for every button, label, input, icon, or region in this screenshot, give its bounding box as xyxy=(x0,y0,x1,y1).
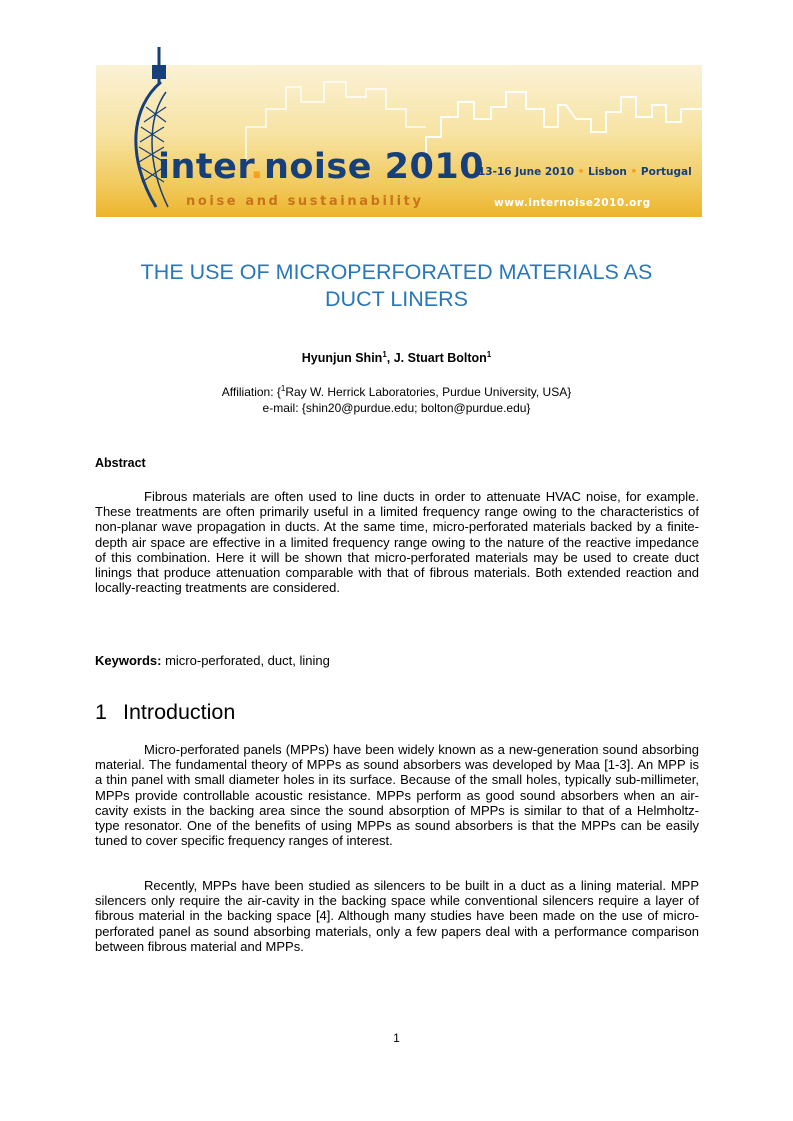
conference-url: www.internoise2010.org xyxy=(494,197,651,209)
conference-title xyxy=(158,147,484,187)
title-dot: . xyxy=(250,147,264,187)
section-number: 1 xyxy=(95,700,107,724)
affiliation-text: Ray W. Herrick Laboratories, Purdue University, USA} xyxy=(285,385,572,399)
email-line: e-mail: {shin20@purdue.edu; bolton@purdue.edu} xyxy=(262,401,531,415)
conference-country: Portugal xyxy=(640,166,692,178)
author-1: Hyunjun Shin xyxy=(301,351,383,365)
abstract-text: Fibrous materials are often used to line ducts in order to attenuate HVAC noise, for example. These treatments are often primarily useful in a limited frequency range owing to the characteristics of non-planar wave propagation in ducts. At the same time, micro-perforated materials backed by a finite-depth air space are effective in a limited frequency range owing to the nature of the reactive impedance of this combination. Here it will be shown that micro-perforated materials may be used to create duct linings that produce attenuation comparable with that of fibrous materials. Both extended reaction and locally-reacting treatments are considered. xyxy=(95,489,699,596)
intro-paragraph-2: Recently, MPPs have been studied as silencers to be built in a duct as a lining material. MPP silencers only require the air-cavity in the backing space while conventional silencers require a layer of fibrous material in the backing space [4]. Although many studies have been made on the use of micro-perforated panel as sound absorbing materials, only a few papers deal with a performance comparison between fibrous material and MPPs. xyxy=(95,878,699,954)
title-part-2: noise 2010 xyxy=(263,147,485,187)
author-1-affiliation-mark: 1 xyxy=(382,349,387,359)
paper-title xyxy=(60,259,733,313)
conference-date-location: 13-16 June 2010 • Lisbon • Portugal xyxy=(478,166,692,178)
tower-arc xyxy=(136,82,161,207)
author-2-affiliation-mark: 1 xyxy=(486,349,492,359)
section-heading-introduction xyxy=(95,700,235,725)
conference-date: 13-16 June 2010 xyxy=(478,166,575,178)
keywords-label: Keywords: xyxy=(95,653,162,668)
paper-title-line-2: DUCT LINERS xyxy=(325,287,468,311)
affiliation-block xyxy=(0,384,793,416)
conference-subtitle: noise and sustainability xyxy=(186,194,424,209)
author-separator: , xyxy=(386,351,394,365)
intro-paragraph-1: Micro-perforated panels (MPPs) have been widely known as a new-generation sound absorbing material. The fundamental theory of MPPs as sound absorbers was developed by Maa [1-3]. An MPP is a thin panel with small diameter holes in its surface. Because of the small holes, typically sub-millimeter, MPPs provide controllable acoustic resistance. MPPs perform as good sound absorbers when an air-cavity exists in the backing area since the sound absorption of MPPs is similar to that of a Helmholtz-type resonator. One of the benefits of using MPPs as sound absorbers is that the MPPs can be easily tuned to cover specific frequency ranges of interest. xyxy=(95,742,699,849)
affiliation-mark: 1 xyxy=(280,384,286,393)
page-number: 1 xyxy=(393,1031,400,1045)
author-2: J. Stuart Bolton xyxy=(393,351,487,365)
tower-skyline-graphic xyxy=(96,47,702,217)
conference-city: Lisbon xyxy=(588,166,627,178)
affiliation-line xyxy=(0,384,793,400)
keywords-line xyxy=(95,653,330,668)
tower-top xyxy=(152,65,166,79)
abstract-heading: Abstract xyxy=(95,456,146,470)
conference-banner xyxy=(96,47,702,217)
title-part-1: inter xyxy=(158,147,251,187)
paper-title-line-1: THE USE OF MICROPERFORATED MATERIALS AS xyxy=(140,260,653,284)
keywords-text: micro-perforated, duct, lining xyxy=(165,653,330,668)
author-list xyxy=(0,351,793,365)
affiliation-prefix: Affiliation: { xyxy=(221,385,281,399)
section-title: Introduction xyxy=(123,700,236,724)
